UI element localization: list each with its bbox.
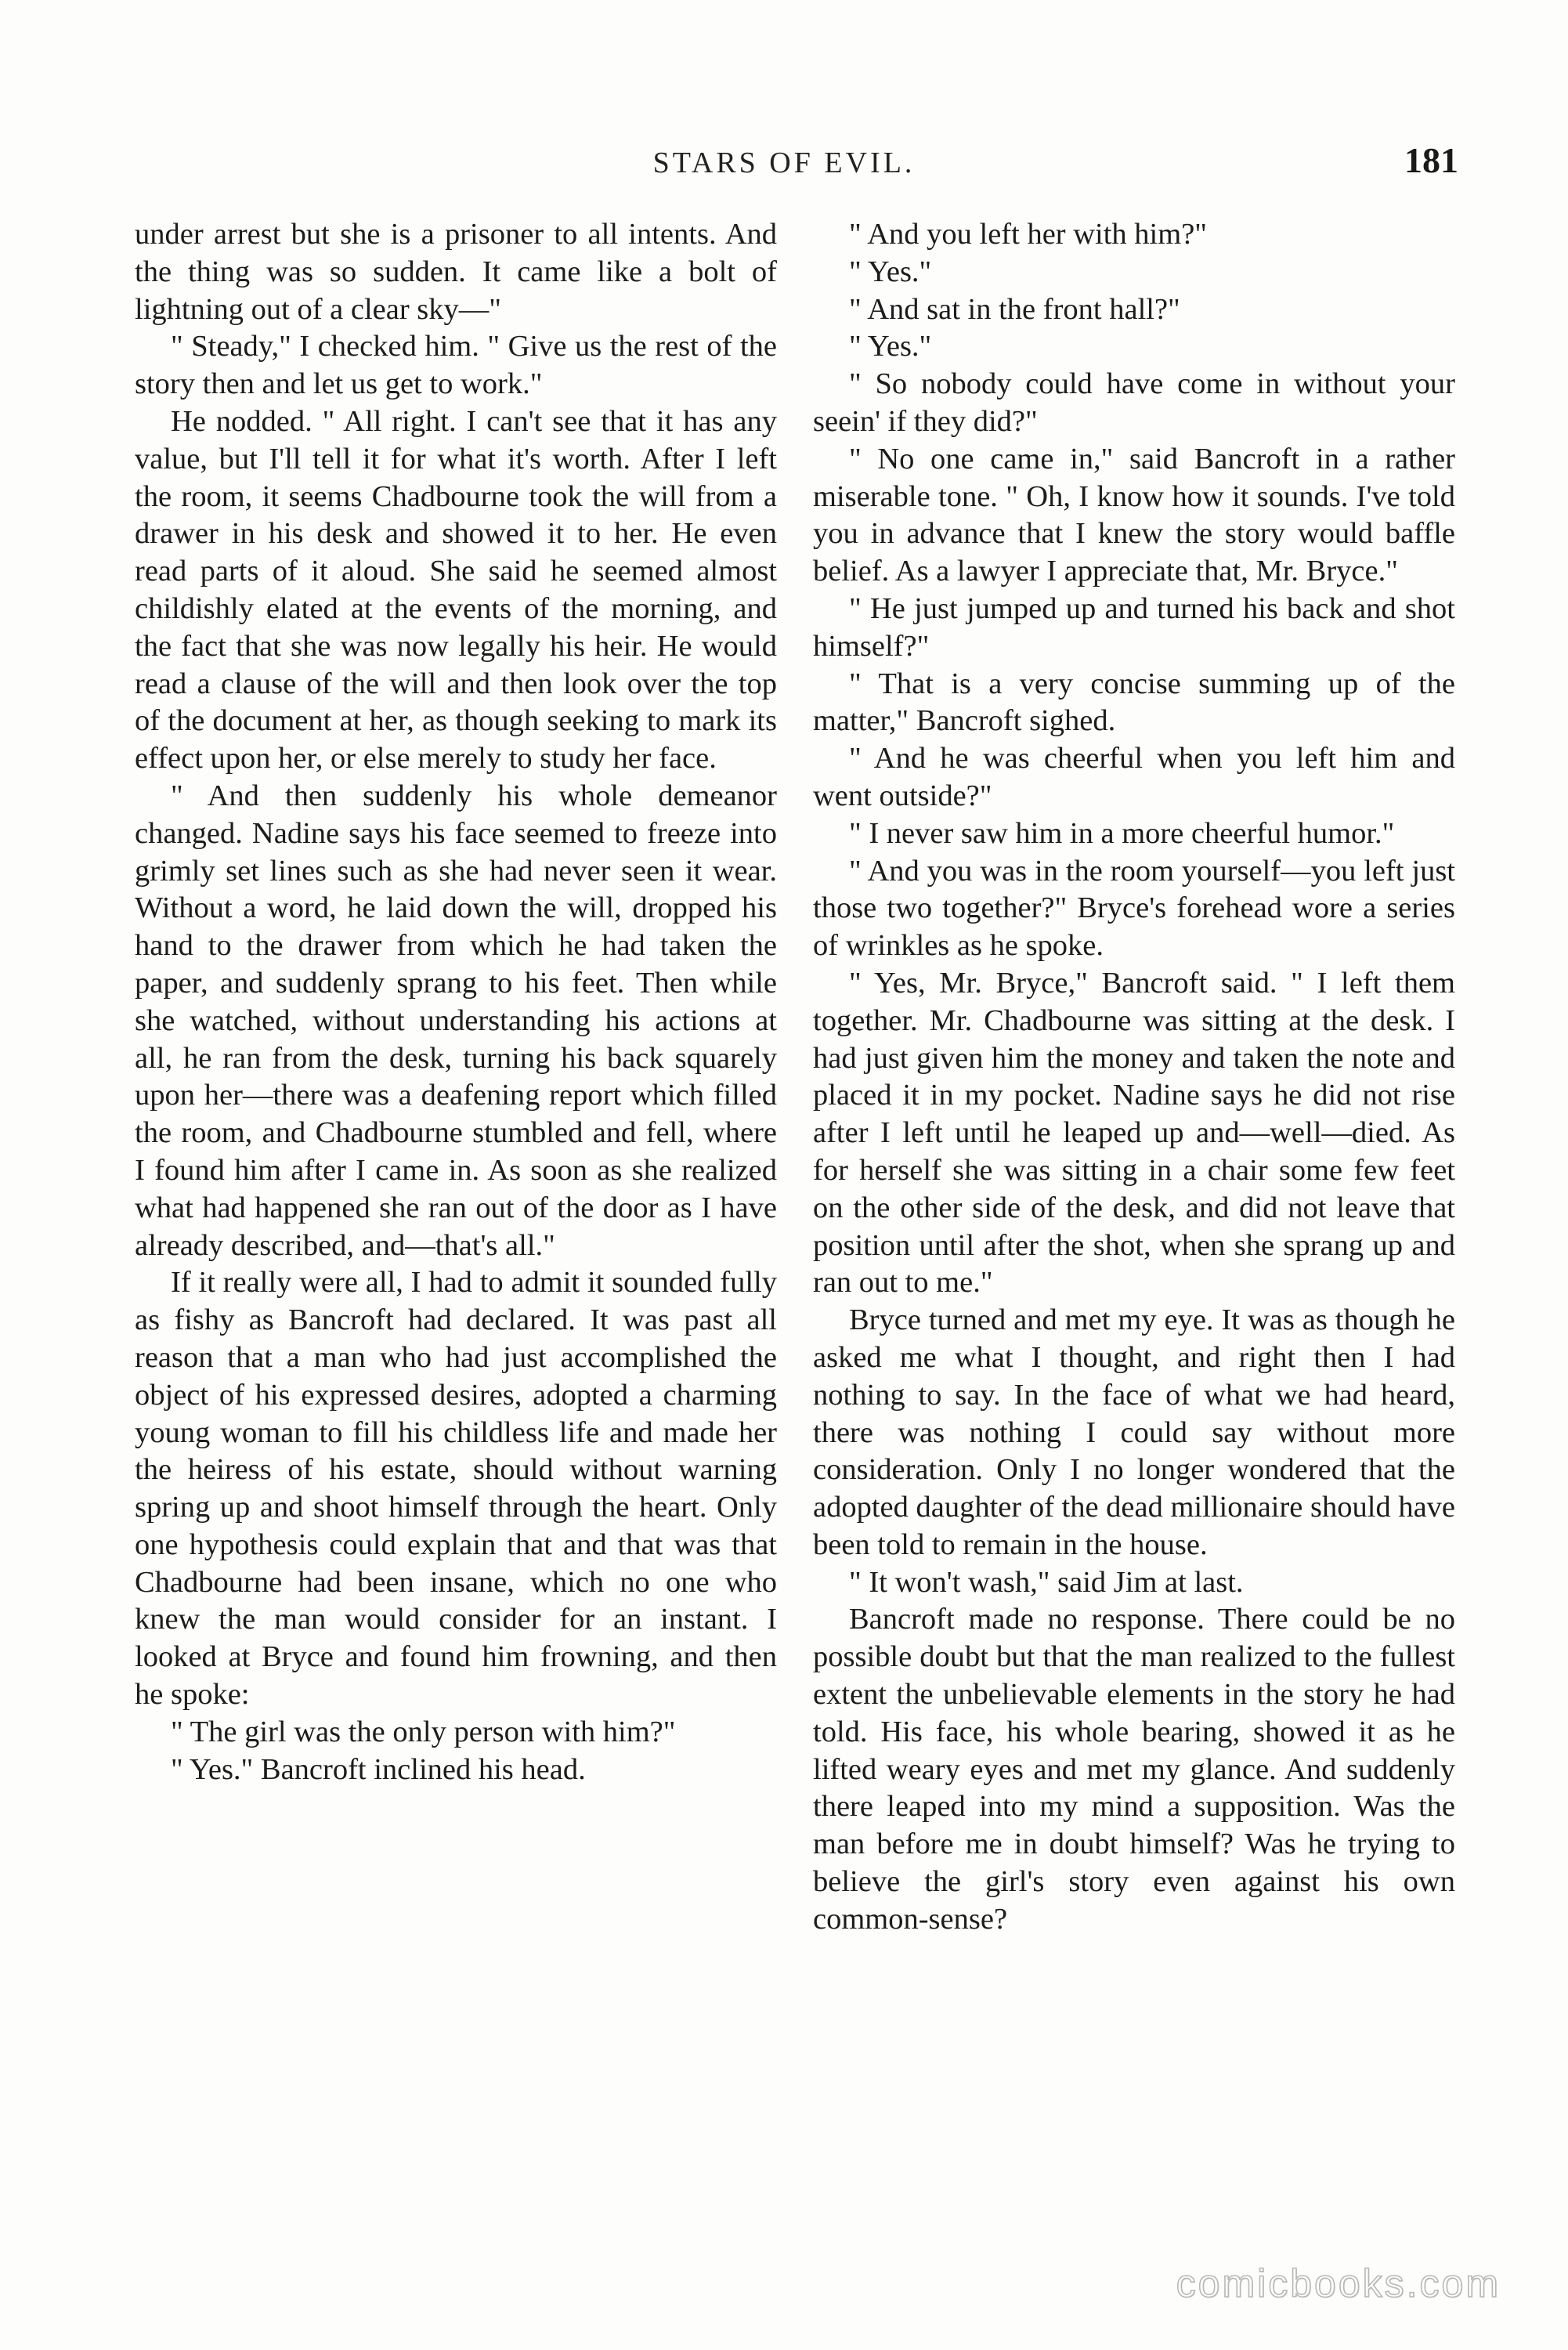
paragraph: " Yes, Mr. Bryce," Bancroft said. " I left them together. Mr. Chadbourne was sitting at the desk. I had just given him the money and taken the note and placed it in my pocket. Nadine says he did not rise after I left until he leaped up and—well—died. As for herself she was sitting in a chair some few feet on the other side of the desk, and did not leave that position until after the shot, when she sprang up and ran out to me." — [813, 966, 1455, 1300]
paragraph: " So nobody could have come in without your seein' if they did?" — [813, 367, 1455, 438]
paragraph: " And he was cheerful when you left him and went outside?" — [813, 742, 1455, 812]
watermark: comicbooks.com — [1176, 2261, 1501, 2305]
paragraph: " That is a very concise summing up of the matter," Bancroft sighed. — [813, 667, 1455, 738]
page-number: 181 — [1404, 140, 1458, 180]
paragraph: Bryce turned and met my eye. It was as though he asked me what I thought, and right then I had nothing to say. In the face of what we had heard, there was nothing I could say without more consideration. Only I no longer wondered that the adopted daughter of the dead millionaire should have been told to remain in the house. — [813, 1303, 1456, 1561]
paragraph: " And you was in the room yourself—you left just those two together?" Bryce's forehead wore a series of wrinkles as he spoke. — [813, 854, 1455, 963]
paragraph: " No one came in," said Bancroft in a rather miserable tone. " Oh, I know how it sounds. I've told you in advance that I knew the story would baffle belief. As a lawyer I appreciate that, Mr. Bryce." — [813, 442, 1455, 588]
paragraph: Bancroft made no response. There could be no possible doubt but that the man realized to the fullest extent the unbelievable elements in the story he had told. His face, his whole bearing, showed it as he lifted weary eyes and met my glance. And suddenly there leaped into my mind a supposition. Was the man before me in doubt himself? Was he trying to believe the girl's story even against his own common-sense? — [813, 1603, 1455, 1936]
paragraph: " And then suddenly his whole demeanor changed. Nadine says his face seemed to freeze into grimly set lines such as she had never seen it wear. Without a word, he laid down the will, dropped his hand to the drawer from which he had taken the paper, and suddenly sprang to his feet. Then while she watched, without understanding his actions at all, he ran from the desk, turning his back squarely upon her—there was a deafening report which filled the room, and Chadbourne stumbled and fell, where I found him after I came in. As soon as she realized what had happened she ran out of the door as I have already described, and—that's all." — [135, 779, 777, 1262]
paragraph: " He just jumped up and turned his back and shot himself?" — [813, 591, 1455, 663]
paragraph: " Steady," I checked him. " Give us the rest of the story then and let us get to work." — [135, 330, 777, 401]
paragraph: " And sat in the front hall?" — [849, 292, 1180, 326]
paragraph: " Yes." Bancroft inclined his head. — [171, 1752, 586, 1786]
paragraph: If it really were all, I had to admit it sounded fully as fishy as Bancroft had declared. It was past all reason that a man who had just accomplished the object of his expressed desires, adopted a charming young woman to fill his childless life and made her the heiress of his estate, should without warning spring up and shoot himself through the heart. Only one hypothesis could explain that and that was that Chadbourne had been insane, which no one who knew the man would consider for an instant. I looked at Bryce and found him frowning, and then he spoke: — [135, 1266, 777, 1712]
running-title: STARS OF EVIL. — [652, 146, 916, 179]
paragraph: " Yes." — [849, 255, 932, 288]
paragraph: " And you left her with him?" — [849, 218, 1207, 251]
paragraph: " It won't wash," said Jim at last. — [849, 1565, 1244, 1599]
left-text-column — [135, 216, 777, 1788]
paragraph: " Yes." — [849, 330, 932, 363]
page-header — [0, 140, 1568, 193]
right-text-column — [813, 216, 1455, 1939]
paragraph: He nodded. " All right. I can't see that it has any value, but I'll tell it for what it's worth. After I left the room, it seems Chadbourne took the will from a drawer in his desk and showed it to her. He even read parts of it aloud. She said he seemed almost childishly elated at the events of the morning, and the fact that she was now legally his heir. He would read a clause of the will and then look over the top of the document at her, as though seeking to mark its effect upon her, or else merely to study her face. — [135, 404, 777, 776]
paragraph: " The girl was the only person with him?" — [171, 1715, 676, 1748]
paragraph: under arrest but she is a prisoner to all intents. And the thing was so sudden. It came like a bolt of lightning out of a clear sky—" — [135, 218, 777, 326]
paragraph: " I never saw him in a more cheerful humor." — [849, 816, 1395, 850]
